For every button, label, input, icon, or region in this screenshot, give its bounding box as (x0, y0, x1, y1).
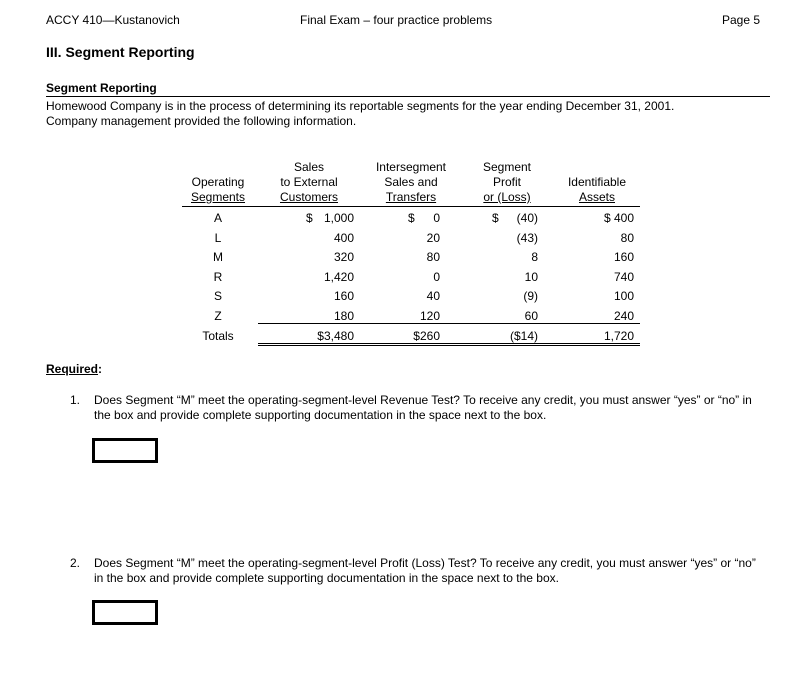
question-1-number: 1. (70, 393, 81, 407)
question-1-answer-box[interactable] (92, 438, 158, 463)
col-header-assets (560, 160, 634, 205)
col-header-intersegment (366, 160, 456, 205)
cell-inter: 20 (426, 231, 440, 245)
header-course: ACCY 410—Kustanovich (46, 13, 180, 27)
cell-segment: Z (214, 309, 222, 323)
required-label-colon: : (98, 362, 103, 376)
cell-sales: 160 (333, 289, 354, 303)
totals-top-rule (258, 323, 640, 324)
col-header-line: Intersegment (375, 160, 447, 174)
col-header-line (182, 160, 254, 175)
cell-profit: (9) (523, 289, 538, 303)
cell-profit: (40) (516, 211, 538, 225)
cell-profit: 10 (524, 270, 538, 284)
col-header-line: Profit (492, 175, 521, 189)
cell-sales: 320 (333, 250, 354, 264)
required-label-text: Required (46, 362, 99, 376)
cell-inter: 40 (426, 289, 440, 303)
required-label (46, 362, 102, 376)
col-header-line: Assets (578, 190, 615, 204)
cell-inter: 80 (426, 250, 440, 264)
cell-sales: 400 (333, 231, 354, 245)
col-header-line: or (Loss) (483, 190, 531, 204)
col-header-line: Sales (293, 160, 325, 174)
col-header-line: Sales and (384, 175, 438, 189)
col-header-operating-segments (182, 160, 254, 205)
col-header-line: Transfers (385, 190, 437, 204)
cell-profit: 60 (524, 309, 538, 323)
table-header-rule (182, 206, 640, 207)
col-header-sales (270, 160, 348, 205)
cell-segment: S (213, 289, 222, 303)
cell-assets: 80 (620, 231, 634, 245)
col-header-line: Customers (279, 190, 338, 204)
question-2-text: Does Segment “M” meet the operating-segment-level Profit (Loss) Test? To receive any credit, you must answer “yes” or “no” in the box and provide complete supporting documentation in the space next to the box. (94, 556, 756, 585)
totals-intersegment: $260 (413, 329, 440, 343)
totals-sales: $3,480 (317, 329, 354, 343)
cell-segment: A (213, 211, 222, 225)
cell-sales: 1,000 (323, 211, 354, 225)
cell-assets: 100 (613, 289, 634, 303)
cell-profit-currency: $ (492, 211, 499, 225)
cell-segment: L (214, 231, 222, 245)
cell-assets: 160 (613, 250, 634, 264)
cell-inter: 120 (419, 309, 440, 323)
cell-profit: 8 (531, 250, 538, 264)
section-title: III. Segment Reporting (46, 44, 195, 60)
cell-inter: 0 (433, 211, 440, 225)
subsection-rule (46, 96, 770, 97)
header-page-number: Page 5 (722, 13, 761, 27)
header-exam-title: Final Exam – four practice problems (300, 13, 493, 27)
question-2-answer-box[interactable] (92, 600, 158, 625)
col-header-line: Identifiable (567, 175, 627, 189)
cell-sales-currency: $ (306, 211, 313, 225)
totals-profit: ($14) (509, 329, 538, 343)
cell-assets: 740 (613, 270, 634, 284)
totals-double-rule (258, 343, 640, 346)
cell-assets: $ 400 (603, 211, 634, 225)
col-header-profit (474, 160, 540, 205)
question-1-text: Does Segment “M” meet the operating-segment-level Revenue Test? To receive any credit, you must answer “yes” or “no” in the box and provide complete supporting documentation in the space next to the box. (94, 393, 752, 422)
subsection-title: Segment Reporting (46, 81, 157, 95)
cell-segment: R (213, 270, 223, 284)
cell-assets: 240 (613, 309, 634, 323)
col-header-line: Segments (190, 190, 246, 204)
intro-line-2: Company management provided the following information. (46, 114, 357, 128)
totals-assets: 1,720 (603, 329, 634, 343)
totals-label: Totals (202, 329, 234, 343)
question-2-number: 2. (70, 556, 81, 570)
cell-segment: M (213, 250, 223, 264)
col-header-line: Operating (191, 175, 245, 189)
cell-inter-currency: $ (408, 211, 415, 225)
col-header-line (560, 160, 634, 175)
cell-profit: (43) (516, 231, 538, 245)
cell-inter: 0 (433, 270, 440, 284)
cell-sales: 1,420 (323, 270, 354, 284)
col-header-line: to External (280, 175, 338, 189)
cell-sales: 180 (333, 309, 354, 323)
col-header-line: Segment (482, 160, 532, 174)
intro-line-1: Homewood Company is in the process of determining its reportable segments for the year ending December 31, 2001. (46, 99, 675, 113)
